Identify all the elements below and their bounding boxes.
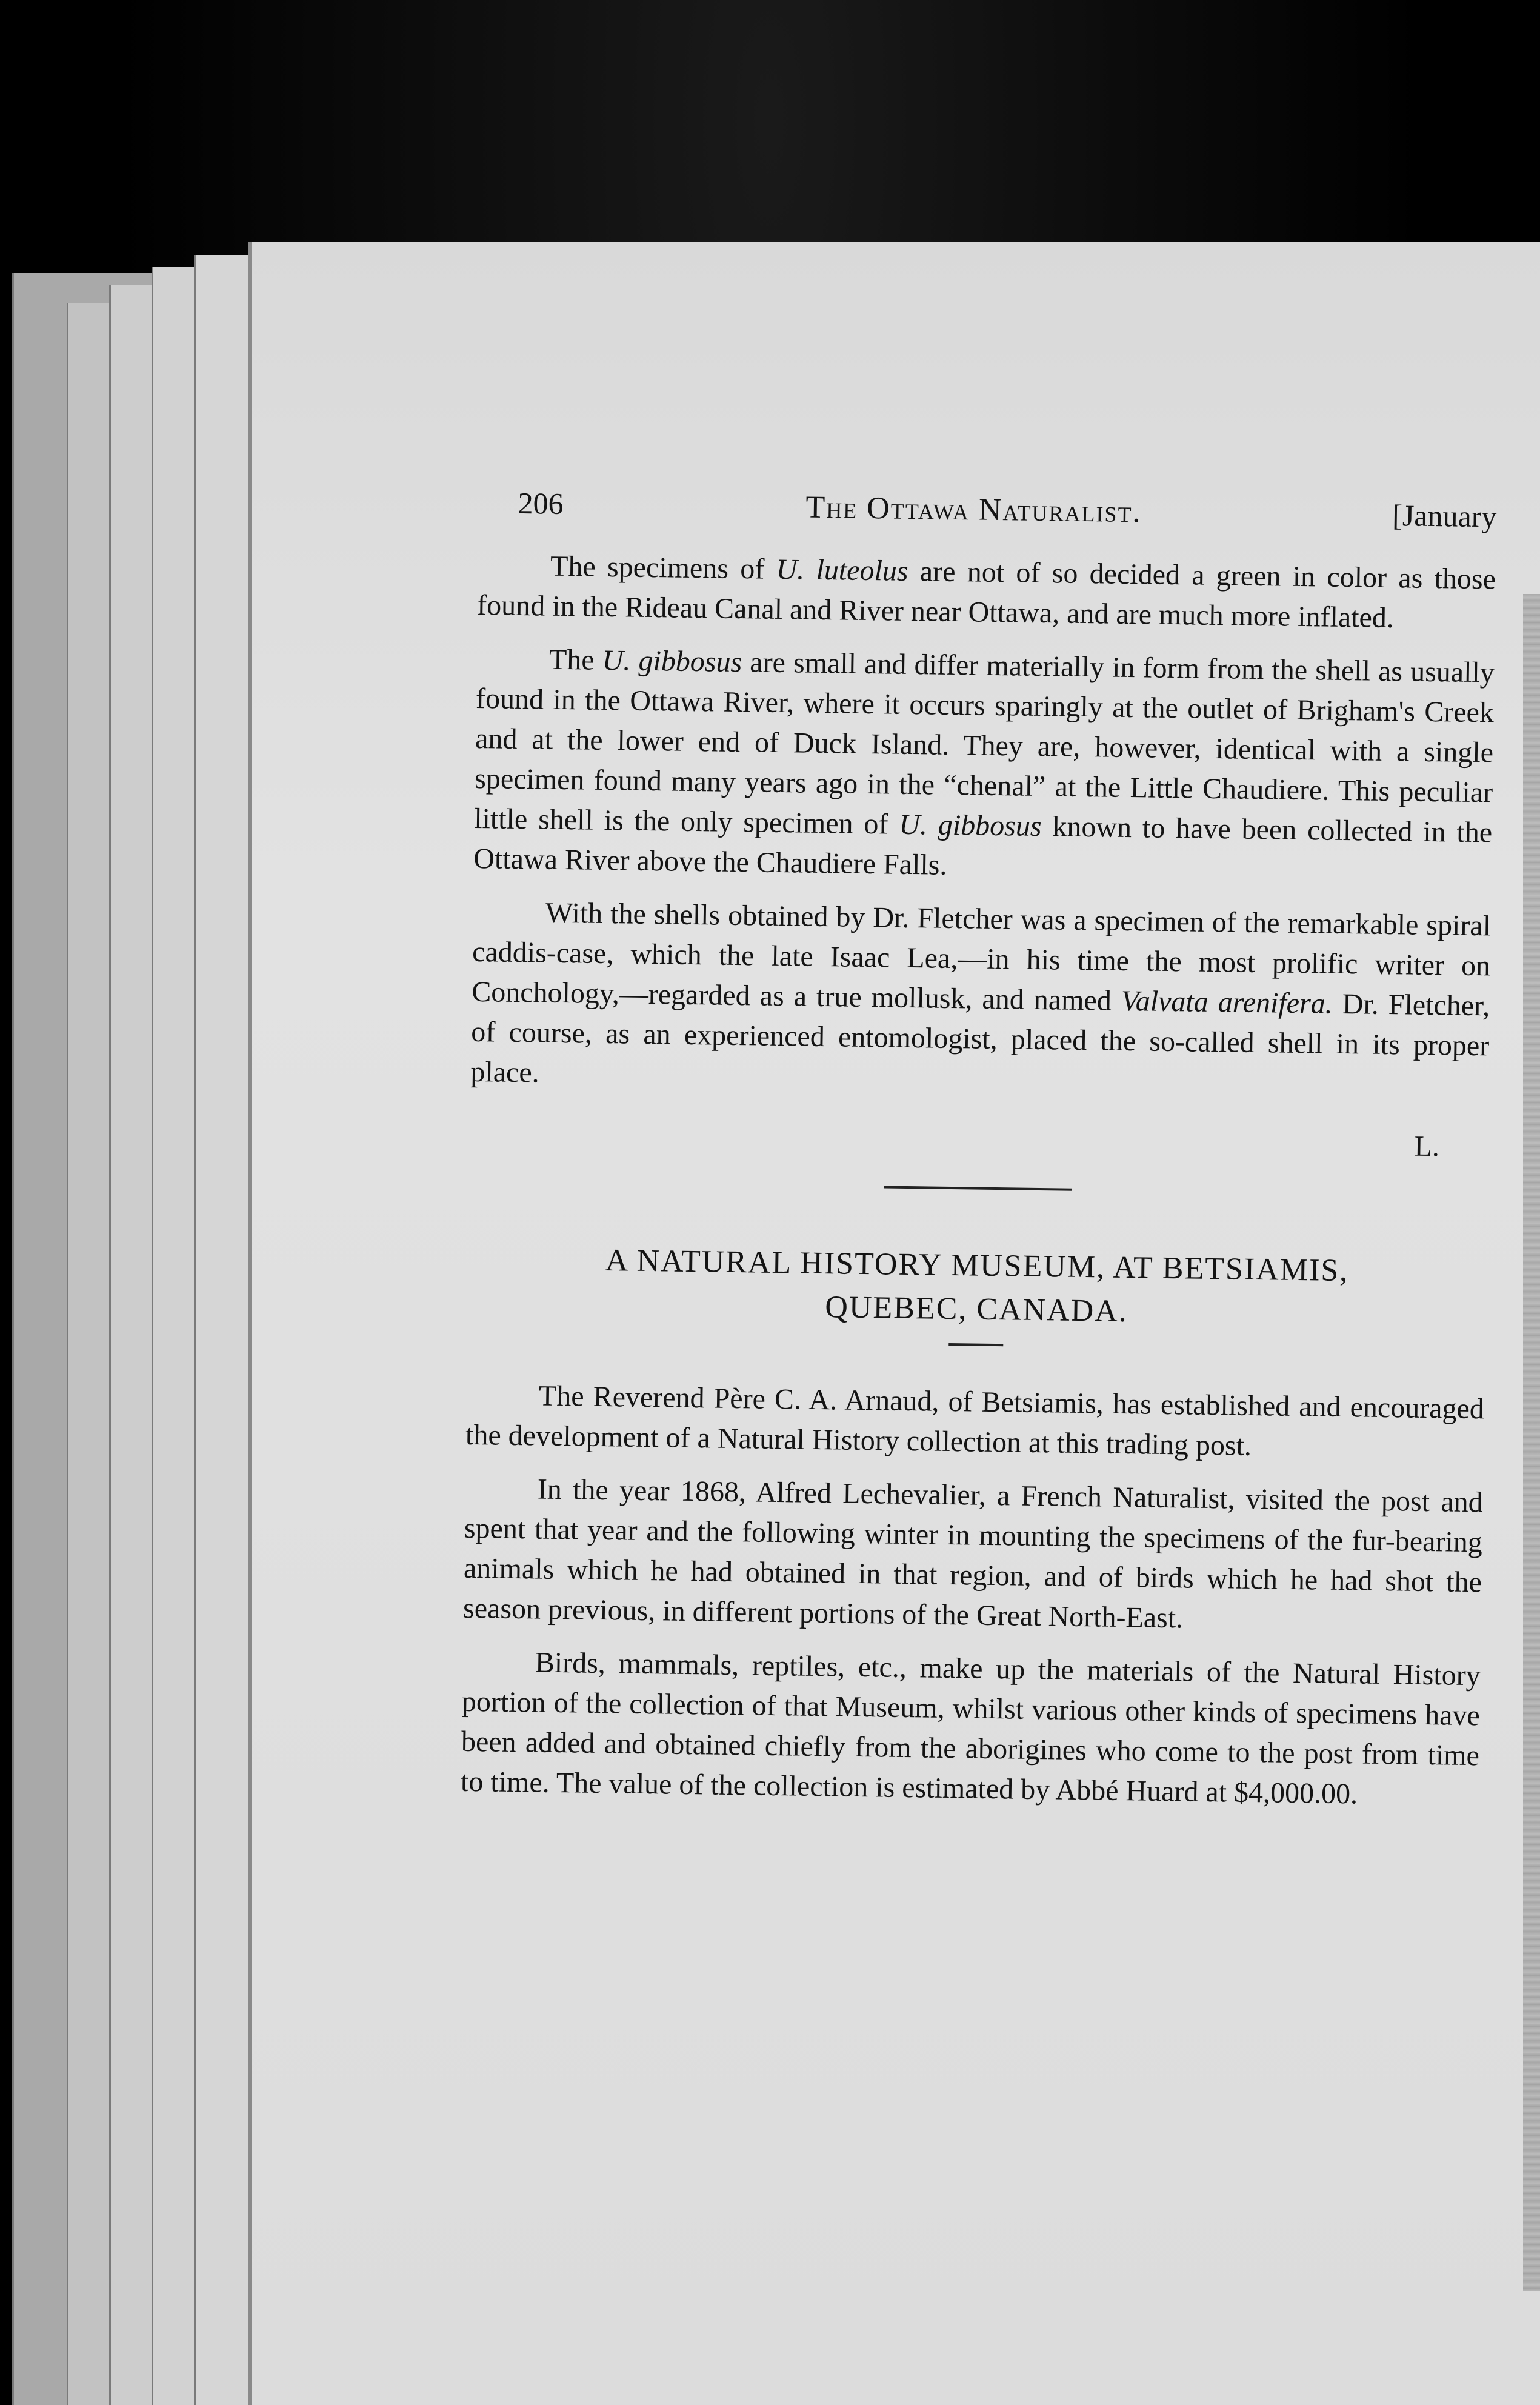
issue-month: [January (1392, 498, 1497, 534)
paragraph: In the year 1868, Alfred Lechevalier, a French Naturalist, visited the post and spent that year and the following winter in mounting the specimens of the fur-bearing animals which he had obtained in that region, and of birds which he had shot the season previous, in different portions of the Great North-East. (462, 1473, 1484, 1635)
author-signature: L. (1414, 1130, 1440, 1163)
heading-line: QUEBEC, CANADA. (824, 1290, 1128, 1329)
page-content (460, 485, 1496, 1829)
section-divider (884, 1186, 1072, 1190)
journal-title: The Ottawa Naturalist. (805, 490, 1142, 530)
species-name: Valvata arenifera. (1121, 984, 1333, 1020)
species-name: U. luteolus (776, 553, 908, 587)
paragraph: The Reverend Père C. A. Arnaud, of Betsiamis, has established and encouraged the development of a Natural History collection at this trading post. (465, 1379, 1485, 1462)
species-name: U. gibbosus (898, 808, 1042, 843)
heading-divider (948, 1343, 1003, 1346)
paragraph: With the shells obtained by Dr. Fletcher was a specimen of the remarkable spiral caddis-case, which the late Isaac Lea,—in his time the most prolific writer on Conchology,—regarded as a true mollusk, and named Valvata arenifera. Dr. Fletcher, of course, as an experienced entomologist, placed the so-called shell in its proper place. (470, 896, 1492, 1089)
heading-line: A NATURAL HISTORY MUSEUM, AT BETSIAMIS, (605, 1243, 1349, 1289)
paragraph: The specimens of U. luteolus are not of so decided a green in color as those found in the Rideau Canal and River near Ottawa, and are much more inflated. (476, 550, 1496, 635)
page-number: 206 (518, 485, 564, 521)
paragraph: The U. gibbosus are small and differ materially in form from the shell as usually found in the Ottawa River, where it occurs sparingly at the outlet of Brigham's Creek and at the lower end of Duck Island. They are, however, identical with a single specimen found many years ago in the “chenal” at the Little Chaudiere. This peculiar little shell is the only specimen of U. gibbosus known to have been collected in the Ottawa River above the Chaudiere Falls. (473, 643, 1495, 881)
page-right-edge-shadow (1523, 594, 1540, 2291)
species-name: U. gibbosus (602, 644, 742, 679)
paragraph: Birds, mammals, reptiles, etc., make up the materials of the Natural History portion of the collection of that Museum, whilst various other kinds of specimens have been added and obtained chiefly from the aborigines who come to the post from time to time. The value of the collection is estimated by Abbé Huard at $4,000.00. (460, 1646, 1481, 1810)
article-heading (467, 1237, 1487, 1338)
